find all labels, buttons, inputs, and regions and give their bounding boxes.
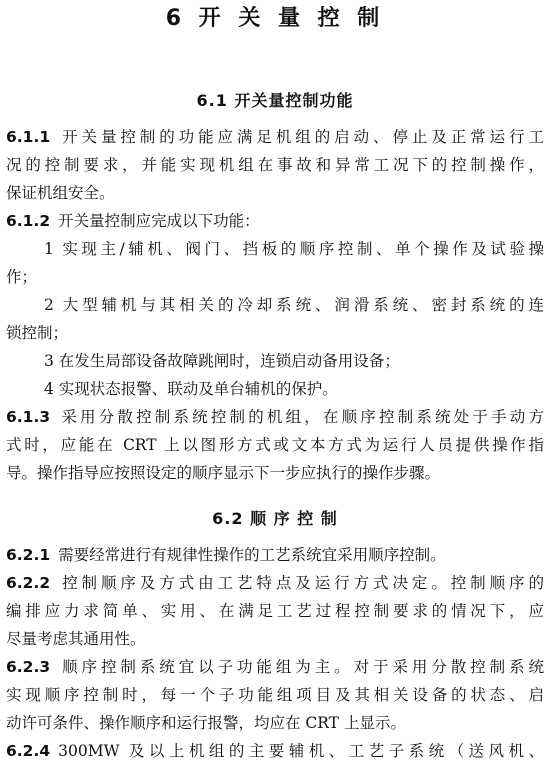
para-6-2-2-line-1: 6.2.2 控制顺序及方式由工艺特点及运行方式决定。控制顺序的 <box>6 574 544 592</box>
para-6-2-3-line-2: 实现顺序控制时，每一个子功能组项目及其相关设备的状态、启 <box>6 686 544 704</box>
clause-number: 6.1.1 <box>6 128 51 146</box>
para-6-2-3-line-3: 动许可条件、操作顺序和运行报警，均应在 CRT 上显示。 <box>6 714 406 732</box>
list-item-1-line-1: 1 实现主/辅机、阀门、挡板的顺序控制、单个操作及试验操 <box>44 240 544 258</box>
clause-number: 6.2.1 <box>6 546 51 564</box>
clause-number: 6.2.3 <box>6 658 51 676</box>
para-6-1-2: 6.1.2 开关量控制应完成以下功能： <box>6 212 260 230</box>
para-6-1-1-line-3: 保证机组安全。 <box>6 184 115 202</box>
para-6-1-3-line-2: 式时，应能在 CRT 上以图形方式或文本方式为运行人员提供操作指 <box>6 436 544 454</box>
clause-number: 6.1.2 <box>6 212 51 230</box>
section-6-2-heading: 6.2 顺 序 控 制 <box>212 509 338 528</box>
clause-number: 6.2.2 <box>6 574 51 592</box>
section-6-1-heading: 6.1 开关量控制功能 <box>196 91 354 110</box>
list-item-2-line-2: 锁控制； <box>6 324 69 342</box>
para-6-1-1-line-2: 况的控制要求，并能实现机组在事故和异常工况下的控制操作， <box>6 156 544 174</box>
para-6-2-4-line-1: 6.2.4 300MW 及以上机组的主要辅机、工艺子系统（送风机、 <box>6 742 544 760</box>
para-6-1-1-line-1: 6.1.1 开关量控制的功能应满足机组的启动、停止及正常运行工 <box>6 128 544 146</box>
list-item-2-line-1: 2 大型辅机与其相关的冷却系统、润滑系统、密封系统的连 <box>44 296 544 314</box>
para-6-2-3-line-1: 6.2.3 顺序控制系统宜以子功能组为主。对于采用分散控制系统 <box>6 658 544 676</box>
list-item-1-line-2: 作； <box>6 268 38 286</box>
para-6-1-3-line-1: 6.1.3 采用分散控制系统控制的机组，在顺序控制系统处于手动方 <box>6 408 544 426</box>
clause-number: 6.2.4 <box>6 742 51 760</box>
para-6-1-3-line-3: 导。操作指导应按照设定的顺序显示下一步应执行的操作步骤。 <box>6 464 441 482</box>
list-item-3: 3 在发生局部设备故障跳闸时，连锁启动备用设备； <box>44 352 400 370</box>
chapter-title: 6 开 关 量 控 制 <box>165 6 385 31</box>
list-item-4: 4 实现状态报警、联动及单台辅机的保护。 <box>44 380 338 398</box>
para-6-2-2-line-2: 编排应力求简单、实用、在满足工艺过程控制要求的情况下，应 <box>6 602 544 620</box>
para-6-2-2-line-3: 尽量考虑其通用性。 <box>6 630 146 648</box>
clause-number: 6.1.3 <box>6 408 51 426</box>
para-6-2-1: 6.2.1 需要经常进行有规律性操作的工艺系统宜采用顺序控制。 <box>6 546 446 564</box>
